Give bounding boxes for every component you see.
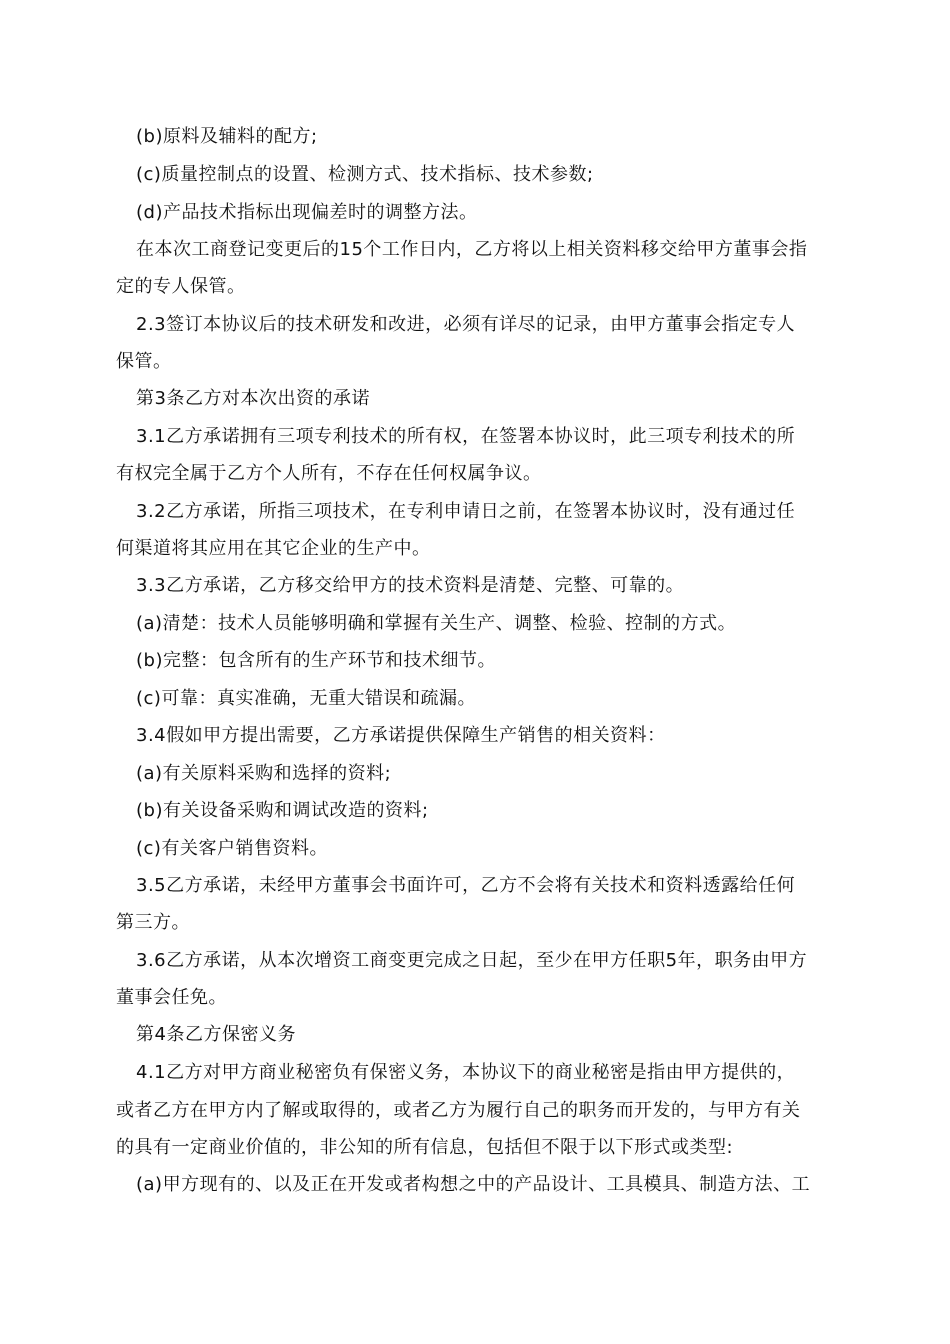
- text-line: 董事会任免。: [116, 987, 227, 1008]
- text-line: (b)完整：包含所有的生产环节和技术细节。: [136, 650, 496, 671]
- text-line: 3.6乙方承诺，从本次增资工商变更完成之日起，至少在甲方任职5年，职务由甲方: [136, 950, 808, 971]
- text-line: (a)有关原料采购和选择的资料;: [136, 763, 392, 784]
- text-line: 第三方。: [116, 912, 190, 933]
- text-line: (b)有关设备采购和调试改造的资料;: [136, 800, 429, 821]
- section-heading: 第3条乙方对本次出资的承诺: [136, 388, 370, 409]
- text-line: (a)甲方现有的、以及正在开发或者构想之中的产品设计、工具模具、制造方法、工: [136, 1174, 811, 1195]
- text-line: 定的专人保管。: [116, 276, 246, 297]
- section-heading: 第4条乙方保密义务: [136, 1024, 296, 1045]
- text-line: 3.2乙方承诺，所指三项技术，在专利申请日之前，在签署本协议时，没有通过任: [136, 501, 796, 522]
- text-line: 何渠道将其应用在其它企业的生产中。: [116, 538, 431, 559]
- text-line: 保管。: [116, 351, 172, 372]
- text-line: (a)清楚：技术人员能够明确和掌握有关生产、调整、检验、控制的方式。: [136, 613, 737, 634]
- text-line: (b)原料及辅料的配方;: [136, 126, 318, 147]
- text-line: 或者乙方在甲方内了解或取得的，或者乙方为履行自己的职务而开发的，与甲方有关: [116, 1100, 801, 1121]
- text-line: 的具有一定商业价值的，非公知的所有信息，包括但不限于以下形式或类型:: [116, 1137, 734, 1158]
- text-line: (d)产品技术指标出现偏差时的调整方法。: [136, 202, 478, 223]
- text-line: (c)有关客户销售资料。: [136, 838, 328, 859]
- text-line: 3.4假如甲方提出需要，乙方承诺提供保障生产销售的相关资料：: [136, 725, 666, 746]
- text-line: (c)质量控制点的设置、检测方式、技术指标、技术参数;: [136, 164, 594, 185]
- text-line: 3.1乙方承诺拥有三项专利技术的所有权，在签署本协议时，此三项专利技术的所: [136, 426, 796, 447]
- text-line: 2.3签订本协议后的技术研发和改进，必须有详尽的记录，由甲方董事会指定专人: [136, 314, 796, 335]
- text-line: 4.1乙方对甲方商业秘密负有保密义务，本协议下的商业秘密是指由甲方提供的，: [136, 1062, 796, 1083]
- text-line: 3.5乙方承诺，未经甲方董事会书面许可，乙方不会将有关技术和资料透露给任何: [136, 875, 796, 896]
- text-line: 有权完全属于乙方个人所有，不存在任何权属争议。: [116, 463, 542, 484]
- text-line: 3.3乙方承诺，乙方移交给甲方的技术资料是清楚、完整、可靠的。: [136, 575, 685, 596]
- text-line: 在本次工商登记变更后的15个工作日内，乙方将以上相关资料移交给甲方董事会指: [136, 239, 808, 260]
- text-line: (c)可靠：真实准确，无重大错误和疏漏。: [136, 688, 476, 709]
